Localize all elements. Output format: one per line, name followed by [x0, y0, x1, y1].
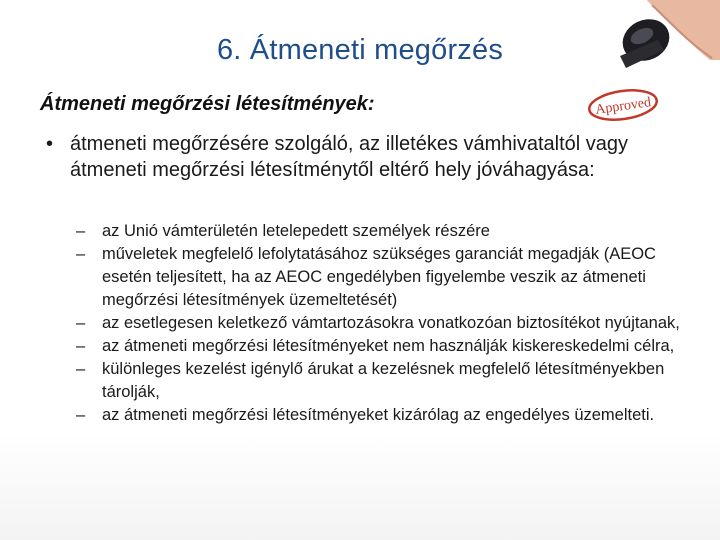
requirements-list: [76, 220, 696, 427]
list-item-text: az átmeneti megőrzési létesítményeket kizárólag az engedélyes üzemelteti.: [102, 406, 655, 424]
list-item-text: az Unió vámterületén letelepedett személyek részére: [102, 222, 490, 240]
list-item-text: különleges kezelést igénylő árukat a kezelésnek megfelelő létesítményekben tárolják,: [102, 360, 665, 401]
approved-stamp-image: [560, 0, 720, 135]
list-item: [76, 220, 696, 243]
bullet-marker: •: [46, 133, 54, 155]
svg-text:Approved: Approved: [594, 95, 652, 118]
list-item: [76, 358, 696, 404]
dash-marker: –: [76, 337, 86, 355]
dash-marker: –: [76, 360, 86, 378]
list-item-text: az esetlegesen keletkező vámtartozásokra vonatkozóan biztosítékot nyújtanak,: [102, 314, 680, 332]
section-heading: Átmeneti megőrzési létesítmények:: [40, 93, 375, 115]
dash-marker: –: [76, 245, 86, 263]
main-bullet-text: átmeneti megőrzésére szolgáló, az illetékes vámhivataltól vagy átmeneti megőrzési létesítménytől eltérő hely jóváhagyása:: [70, 133, 629, 181]
list-item-text: műveletek megfelelő lefolytatásához szükséges garanciát megadják (AEOC esetén teljesített, ha az AEOC engedélyben figyelembe veszik az átmeneti megőrzési létesítmények üzemeltetését): [102, 245, 656, 309]
list-item: [76, 312, 696, 335]
dash-marker: –: [76, 222, 86, 240]
main-bullet: [46, 131, 666, 183]
list-item: [76, 404, 696, 427]
list-item: [76, 243, 696, 312]
list-item-text: az átmeneti megőrzési létesítményeket nem használják kiskereskedelmi célra,: [102, 337, 675, 355]
list-item: [76, 335, 696, 358]
dash-marker: –: [76, 314, 86, 332]
dash-marker: –: [76, 406, 86, 424]
slide-title: 6. Átmeneti megőrzés: [216, 34, 504, 66]
